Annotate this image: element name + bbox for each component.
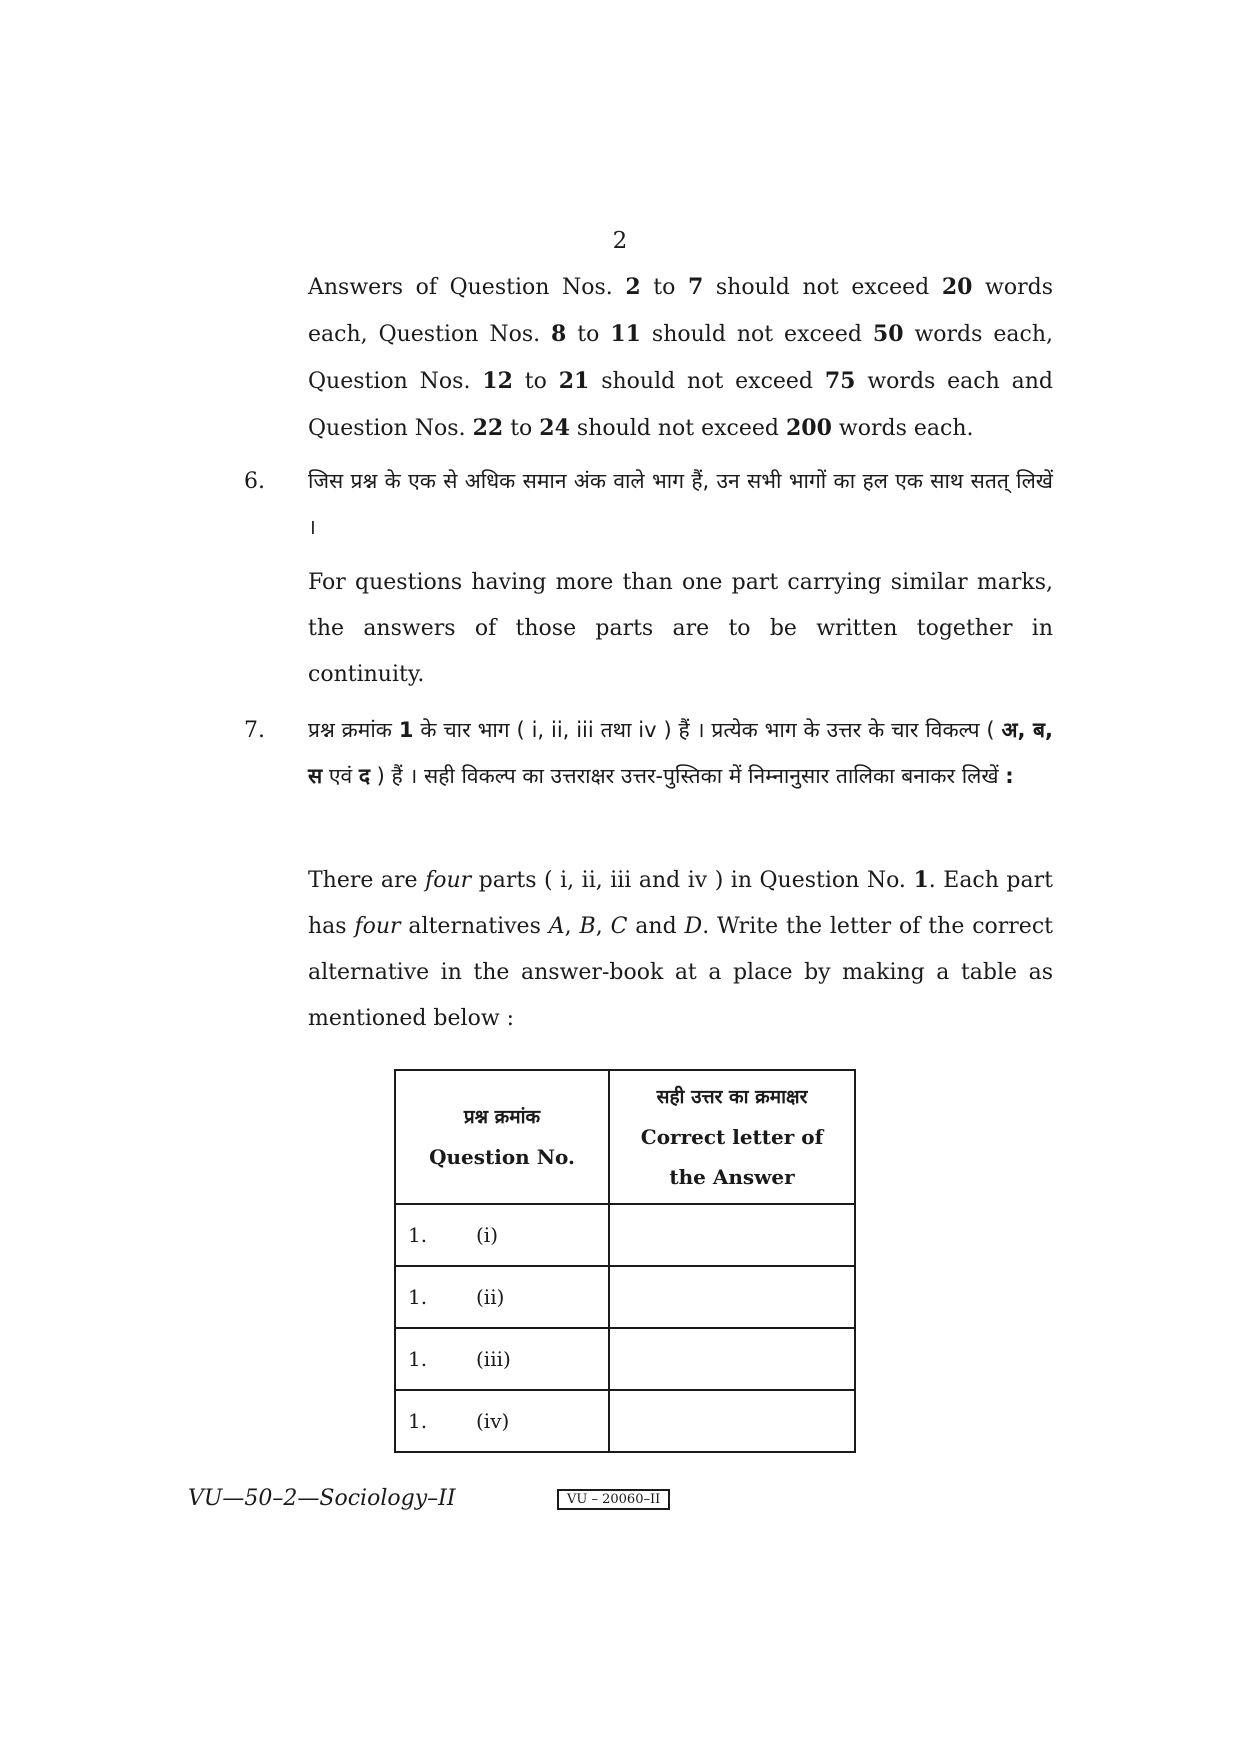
text: words each and Question Nos. [308, 369, 1054, 441]
text: प्रश्न क्रमांक [308, 718, 399, 742]
answer-cell [609, 1204, 855, 1266]
text: should not exceed [569, 416, 786, 441]
text: There are [308, 868, 426, 893]
emphasis: four [354, 914, 401, 939]
instruction-7-english [308, 857, 1053, 1042]
header-english: Question No. [429, 1145, 575, 1169]
number: 200 [786, 415, 832, 441]
text: Answers of Question Nos. [308, 275, 626, 300]
instruction-6-english: For questions having more than one part carrying similar marks, the answers of those parts are to be written together in continuity. [308, 570, 1053, 687]
instruction-7-hindi [308, 707, 1053, 799]
text: एवं [322, 764, 359, 788]
row-part: (iv) [476, 1409, 510, 1433]
options: अ, ब, स [308, 718, 1053, 788]
number: 1 [398, 718, 414, 742]
text: should not exceed [703, 275, 942, 300]
question-cell [395, 1204, 609, 1266]
number: 11 [610, 321, 641, 347]
header-english: the Answer [669, 1165, 795, 1189]
table-header-row [395, 1070, 855, 1204]
number: 22 [472, 415, 504, 441]
footer-serial-code: VU – 20060–II [557, 1489, 670, 1510]
alternative: B [579, 914, 596, 939]
row-part: (iii) [476, 1347, 511, 1371]
row-part: (ii) [476, 1285, 505, 1309]
instruction-5-english [308, 264, 1053, 452]
header-hindi: सही उत्तर का क्रमाक्षर [656, 1086, 808, 1108]
answer-cell [609, 1328, 855, 1390]
text: alternatives [400, 914, 549, 939]
alternative: C [610, 914, 628, 939]
text: , [595, 914, 611, 939]
row-part: (i) [476, 1223, 499, 1247]
number: 2 [625, 274, 641, 300]
header-correct-letter [609, 1070, 855, 1204]
colon: : [1005, 764, 1014, 788]
question-cell [395, 1328, 609, 1390]
emphasis: four [425, 868, 472, 893]
table-row [395, 1390, 855, 1452]
text: ) हैं । सही विकल्प का उत्तराक्षर उत्तर-पुस्तिका में निम्नानुसार तालिका बनाकर लिखें [370, 764, 1006, 788]
number: 50 [872, 321, 904, 347]
number: 20 [941, 274, 973, 300]
row-number: 1. [408, 1285, 428, 1309]
row-number: 1. [408, 1347, 428, 1371]
number: 12 [482, 368, 513, 394]
text: to [640, 275, 688, 300]
number: 21 [558, 368, 590, 394]
answer-cell [609, 1266, 855, 1328]
text: to [512, 369, 559, 394]
alternative: A [548, 914, 565, 939]
question-cell [395, 1390, 609, 1452]
question-cell [395, 1266, 609, 1328]
table-row [395, 1328, 855, 1390]
row-number: 1. [408, 1409, 428, 1433]
table-row [395, 1266, 855, 1328]
header-hindi: प्रश्न क्रमांक [463, 1106, 541, 1128]
instruction-7-number: 7. [244, 718, 265, 743]
text: words each, Question Nos. [308, 275, 1054, 347]
answer-table [394, 1069, 856, 1453]
alternative: D [684, 914, 703, 939]
table-row [395, 1204, 855, 1266]
text: के चार भाग ( i, ii, iii तथा iv ) हैं । प्रत्येक भाग के उत्तर के चार विकल्प ( [413, 718, 1002, 742]
row-number: 1. [408, 1223, 428, 1247]
text: . Each part has [308, 868, 1053, 939]
number: 24 [539, 415, 570, 441]
instruction-6-number: 6. [244, 469, 265, 494]
text: , [564, 914, 580, 939]
text: words each, Question Nos. [308, 322, 1053, 394]
text: parts ( i, ii, iii and iv ) in Question No. [471, 868, 914, 893]
header-question-no [395, 1070, 609, 1204]
number: 8 [551, 321, 567, 347]
instruction-6-hindi: जिस प्रश्न के एक से अधिक समान अंक वाले भाग हैं, उन सभी भागों का हल एक साथ सतत् लिखें । [308, 469, 1053, 539]
number: 75 [824, 368, 856, 394]
text: and [627, 914, 685, 939]
footer-paper-code: VU—50–2—Sociology–II [188, 1486, 456, 1511]
number: 1 [913, 867, 929, 893]
text: should not exceed [640, 322, 873, 347]
page-number: 2 [612, 228, 628, 254]
text: to [503, 416, 540, 441]
number: 7 [687, 274, 704, 300]
answer-cell [609, 1390, 855, 1452]
text: to [566, 322, 611, 347]
header-english: Correct letter of [640, 1125, 824, 1149]
text: . Write the letter of the correct alternative in the answer-book at a place by making a table as mentioned below : [308, 914, 1053, 1031]
text: should not exceed [589, 369, 825, 394]
text: words each. [831, 416, 974, 441]
option: द [358, 764, 370, 788]
